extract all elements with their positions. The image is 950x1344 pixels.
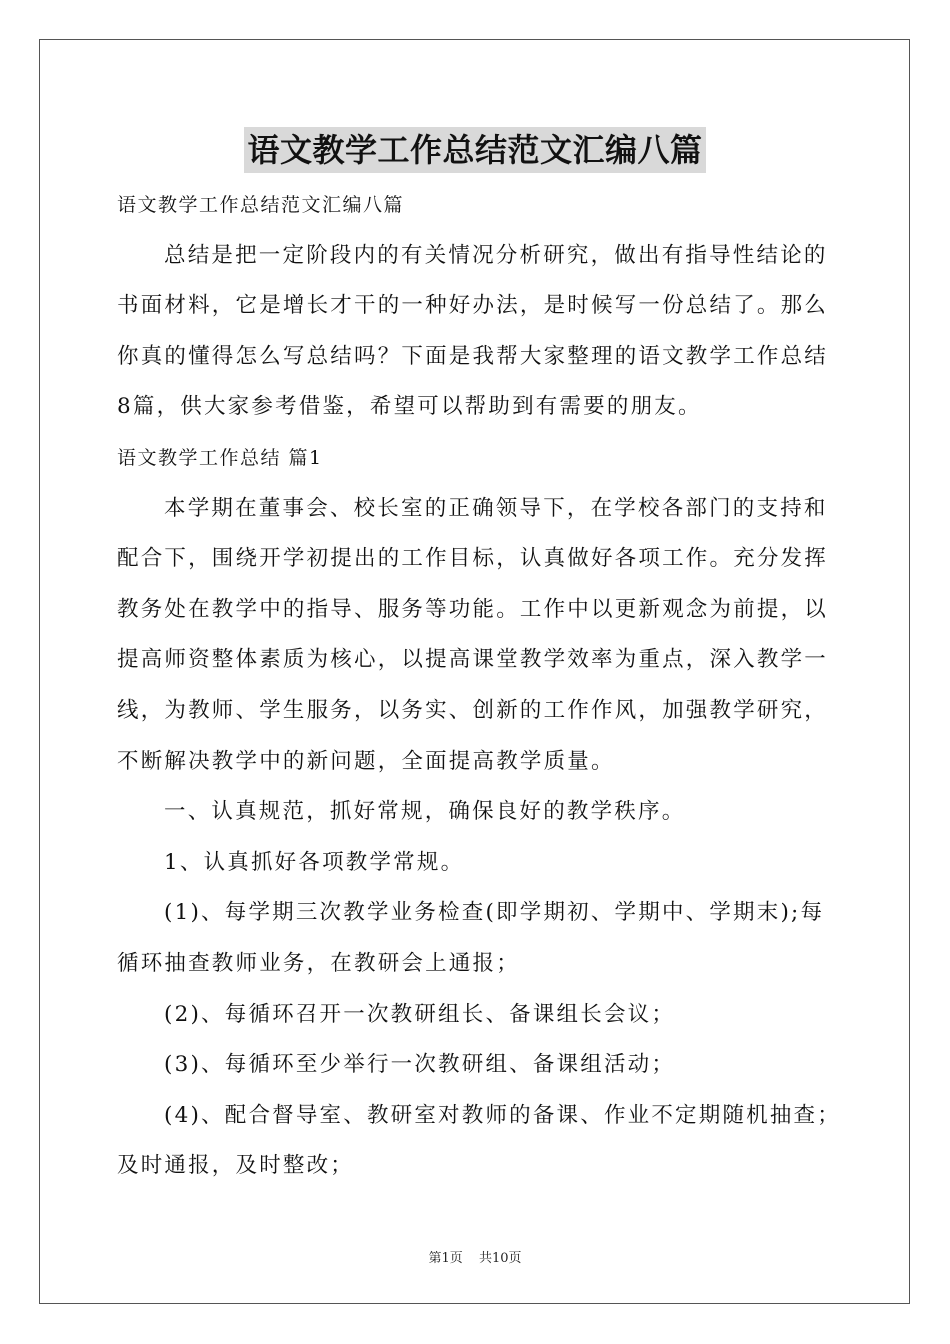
text-line: 配合下，围绕开学初提出的工作目标，认真做好各项工作。充分发挥 xyxy=(117,546,829,572)
text-line: (3)、每循环至少举行一次教研组、备课组活动； xyxy=(164,1052,676,1078)
text-line: 及时通报，及时整改； xyxy=(117,1153,355,1179)
text-line: 教务处在教学中的指导、服务等功能。工作中以更新观念为前提，以 xyxy=(117,596,829,622)
page-footer xyxy=(0,1247,950,1266)
text-line: 语文教学工作总结 篇1 xyxy=(117,446,323,469)
text-line: 总结是把一定阶段内的有关情况分析研究，做出有指导性结论的 xyxy=(164,242,828,268)
text-line: (1)、每学期三次教学业务检查(即学期初、学期中、学期末);每 xyxy=(164,900,825,926)
text-line: 不断解决教学中的新问题，全面提高教学质量。 xyxy=(117,748,615,774)
text-line: (2)、每循环召开一次教研组长、备课组长会议； xyxy=(164,1001,676,1027)
text-line: 本学期在董事会、校长室的正确领导下，在学校各部门的支持和 xyxy=(164,495,828,521)
text-line: 1、认真抓好各项教学常规。 xyxy=(164,849,465,875)
text-line: 提高师资整体素质为核心，以提高课堂教学效率为重点，深入教学一 xyxy=(117,647,829,673)
text-line: (4)、配合督导室、教研室对教师的备课、作业不定期随机抽查； xyxy=(164,1102,841,1128)
title-wrap xyxy=(0,127,950,173)
text-line: 你真的懂得怎么写总结吗？下面是我帮大家整理的语文教学工作总结 xyxy=(117,343,829,369)
page-number: 第1页 xyxy=(428,1251,463,1266)
text-line: 语文教学工作总结范文汇编八篇 xyxy=(117,194,405,216)
text-line: 8篇，供大家参考借鉴，希望可以帮助到有需要的朋友。 xyxy=(117,394,702,420)
page-total: 共10页 xyxy=(478,1251,522,1266)
text-line: 书面材料，它是增长才干的一种好办法，是时候写一份总结了。那么 xyxy=(117,293,829,319)
document-body xyxy=(117,180,841,1192)
text-line: 循环抽查教师业务，在教研会上通报； xyxy=(117,950,520,976)
document-title: 语文教学工作总结范文汇编八篇 xyxy=(244,127,705,173)
text-line: 线，为教师、学生服务，以务实、创新的工作作风，加强教学研究， xyxy=(117,697,829,723)
text-line: 一、认真规范，抓好常规，确保良好的教学秩序。 xyxy=(164,799,686,825)
